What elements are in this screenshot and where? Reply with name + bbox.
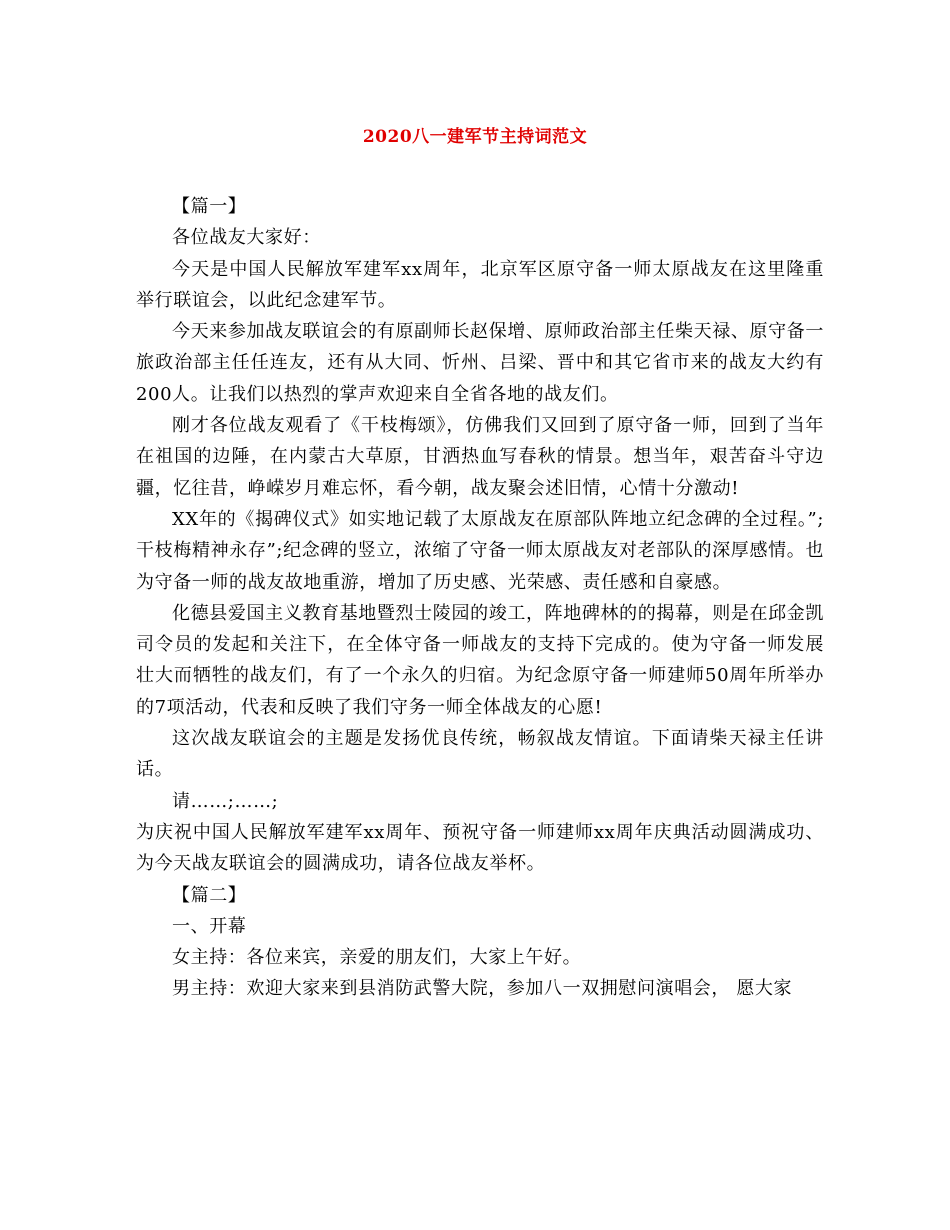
section-heading-2: 【篇二】	[172, 884, 247, 906]
paragraph: 为庆祝中国人民解放军建军xx周年、预祝守备一师建师xx周年庆典活动圆满成功、为今天战友联谊会的圆满成功，请各位战友举杯。	[136, 821, 824, 875]
paragraph: 刚才各位战友观看了《干枝梅颂》，仿佛我们又回到了原守备一师，回到了当年在祖国的边陲，在内蒙古大草原，甘洒热血写春秋的情景。想当年，艰苦奋斗守边疆，忆往昔，峥嵘岁月难忘怀，看今朝，战友聚会述旧情，心情十分激动!	[136, 415, 824, 499]
paragraph: 一、开幕	[172, 915, 247, 937]
paragraph: 今天是中国人民解放军建军xx周年，北京军区原守备一师太原战友在这里隆重举行联谊会，以此纪念建军节。	[136, 258, 824, 311]
paragraph: 男主持：欢迎大家来到县消防武警大院，参加八一双拥慰问演唱会， 愿大家	[172, 978, 793, 1000]
paragraph: 今天来参加战友联谊会的有原副师长赵保增、原师政治部主任柴天禄、原守备一旅政治部主任任连友，还有从大同、忻州、吕梁、晋中和其它省市来的战友大约有200人。让我们以热烈的掌声欢迎来自全省各地的战友们。	[136, 321, 824, 405]
paragraph: 女主持：各位来宾，亲爱的朋友们，大家上午好。	[172, 947, 582, 969]
paragraph: 请……;……;	[172, 790, 279, 812]
paragraph: XX年的《揭碑仪式》如实地记载了太原战友在原部队阵地立纪念碑的全过程。”;干枝梅精神永存”;纪念碑的竖立，浓缩了守备一师太原战友对老部队的深厚感情。也为守备一师的战友故地重游，增加了历史感、光荣感、责任感和自豪感。	[136, 508, 824, 593]
document-body	[136, 191, 824, 1005]
section-heading-1: 【篇一】	[172, 196, 247, 217]
document-title: 2020八一建军节主持词范文	[362, 127, 588, 147]
paragraph: 各位战友大家好：	[172, 227, 321, 249]
paragraph: 化德县爱国主义教育基地暨烈士陵园的竣工，阵地碑林的的揭幕，则是在邱金凯司令员的发起和关注下，在全体守备一师战友的支持下完成的。使为守备一师发展壮大而牺牲的战友们，有了一个永久的归宿。为纪念原守备一师建师50周年所举办的7项活动，代表和反映了我们守务一师全体战友的心愿!	[136, 602, 824, 718]
paragraph: 这次战友联谊会的主题是发扬优良传统，畅叙战友情谊。下面请柴天禄主任讲话。	[136, 728, 824, 781]
